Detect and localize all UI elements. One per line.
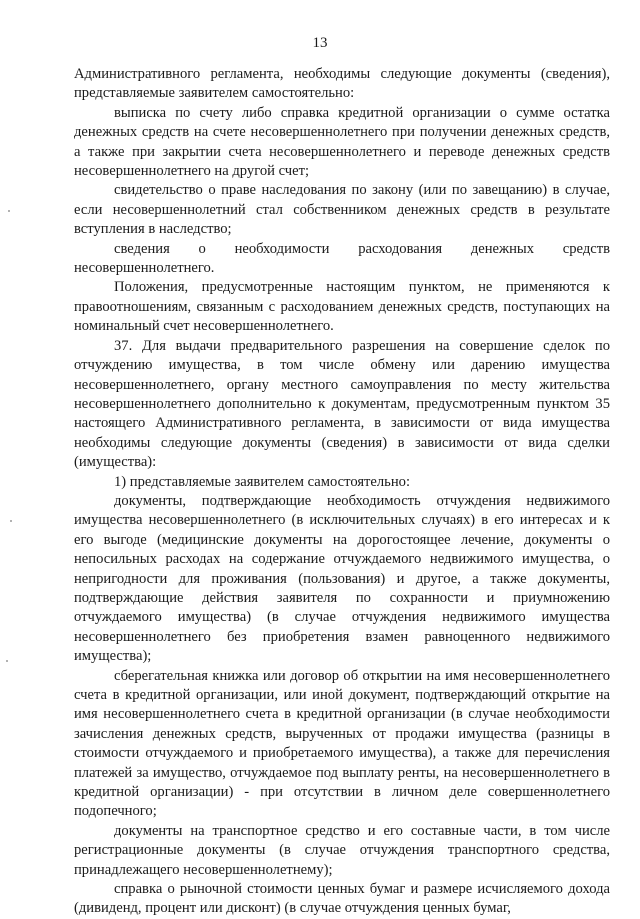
paragraph: 1) представляемые заявителем самостоятельно: (114, 473, 411, 490)
scan-speck (10, 520, 12, 522)
paragraph: свидетельство о праве наследования по закону (или по завещанию) в случае, если несовершеннолетний стал собственником денежных средств в результате вступления в наследство; (74, 182, 610, 238)
paragraph: Положения, предусмотренные настоящим пунктом, не применяются к правоотношениям, связанным с расходованием денежных средств, поступающих на номинальный счет несовершеннолетнего. (74, 279, 610, 335)
paragraph: документы на транспортное средство и его составные части, в том числе регистрационные документы (в случае отчуждения транспортного средства, принадлежащего несовершеннолетнему); (74, 822, 610, 878)
paragraph: сберегательная книжка или договор об открытии на имя несовершеннолетнего счета в кредитной организации, или иной документ, подтверждающий открытие на имя несовершеннолетнего счета в кредитной организации (в случае необходимости зачисления денежных средств, вырученных от продажи имущества (разницы в стоимости отчуждаемого и приобретаемого имущества), а также для перечисления платежей за имущество, отчуждаемое под выплату ренты, на несовершеннолетнего в кредитной организации) - при отсутствии в личном деле совершеннолетнего подопечного; (74, 667, 610, 820)
document-body (74, 65, 610, 919)
paragraph: документы, подтверждающие необходимость отчуждения недвижимого имущества несовершеннолетнего (в исключительных случаях) в его интересах и к его выгоде (медицинские документы на дорогостоящее лечение, документы о непосильных расходах на содержание отчуждаемого недвижимого имущества, о непригодности для проживания (пользования) и другое, а также документы, подтверждающие действия заявителя по сохранности и приумножению отчуждаемого имущества) (в случае отчуждения недвижимого имущества несовершеннолетнего без приобретения взамен равноценного недвижимого имущества); (74, 492, 610, 665)
paragraph: справка о рыночной стоимости ценных бумаг и размере исчисляемого дохода (дивиденд, процент или дисконт) (в случае отчуждения ценных бумаг, (74, 881, 610, 917)
paragraph-item-37: 37. Для выдачи предварительного разрешения на совершение сделок по отчуждению имущества, в том числе обмену или дарению имущества несовершеннолетнего, органу местного самоуправления по месту жительства несовершеннолетнего дополнительно к документам, предусмотренным пунктом 35 настоящего Административного регламента, в зависимости от вида имущества необходимы следующие документы (сведения) в зависимости от вида сделки (имущества): (74, 337, 610, 471)
scan-speck (8, 210, 10, 212)
paragraph: Административного регламента, необходимы следующие документы (сведения), представляемые заявителем самостоятельно: (74, 66, 610, 102)
paragraph: сведения о необходимости расходования денежных средств несовершеннолетнего. (74, 240, 610, 277)
page-number: 13 (312, 35, 328, 51)
paragraph: выписка по счету либо справка кредитной организации о сумме остатка денежных средств на счете несовершеннолетнего при получении денежных средств, а также при закрытии счета несовершеннолетнего и переводе денежных средств несовершеннолетнего на другой счет; (74, 104, 610, 180)
scan-speck (6, 660, 8, 662)
